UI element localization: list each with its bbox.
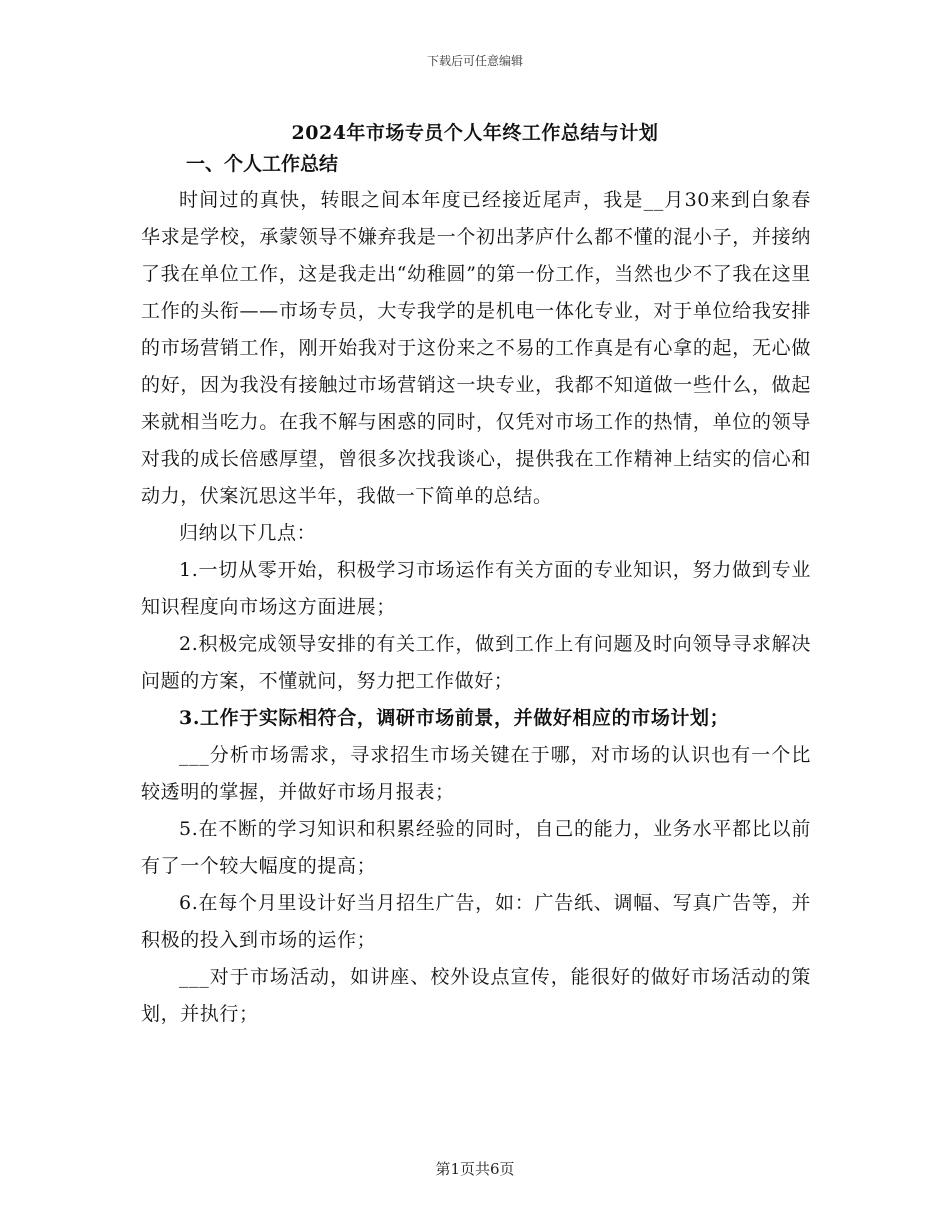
document-body <box>141 146 811 1033</box>
document-title: 2024年市场专员个人年终工作总结与计划 <box>291 122 659 144</box>
header-note: 下载后可任意编辑 <box>426 54 523 68</box>
list-item-1: 1.一切从零开始，积极学习市场运作有关方面的专业知识，努力做到专业知识程度向市场这方面进展； <box>141 559 811 618</box>
list-item-6: 6.在每个月里设计好当月招生广告，如：广告纸、调幅、写真广告等，并积极的投入到市场的运作； <box>141 892 811 951</box>
list-item-5: 5.在不断的学习知识和积累经验的同时，自己的能力，业务水平都比以前有了一个较大幅度的提高； <box>141 818 811 877</box>
paragraph-summary-lead: 归纳以下几点： <box>179 522 317 544</box>
page-number: 第1页共6页 <box>435 1160 515 1178</box>
list-item-2: 2.积极完成领导安排的有关工作，做到工作上有问题及时向领导寻求解决问题的方案，不懂就问，努力把工作做好； <box>141 633 811 692</box>
list-item-4: ___分析市场需求，寻求招生市场关键在于哪，对市场的认识也有一个比较透明的掌握，并做好市场月报表； <box>141 744 811 803</box>
paragraph-intro: 时间过的真快，转眼之间本年度已经接近尾声，我是__月30来到白象春华求是学校，承蒙领导不嫌弃我是一个初出茅庐什么都不懂的混小子，并接纳了我在单位工作，这是我走出“幼稚圆”的第一份工作，当然也少不了我在这里工作的头衔——市场专员，大专我学的是机电一体化专业，对于单位给我安排的市场营销工作，刚开始我对于这份来之不易的工作真是有心拿的起，无心做的好，因为我没有接触过市场营销这一块专业，我都不知道做一些什么，做起来就相当吃力。在我不解与困惑的同时，仅凭对市场工作的热情，单位的领导对我的成长倍感厚望，曾很多次找我谈心，提供我在工作精神上结实的信心和动力，伏案沉思这半年，我做一下简单的总结。 <box>141 189 811 507</box>
list-item-3: 3.工作于实际相符合，调研市场前景，并做好相应的市场计划； <box>179 707 730 729</box>
list-item-7: ___对于市场活动，如讲座、校外设点宣传，能很好的做好市场活动的策划，并执行； <box>141 966 811 1025</box>
section-heading: 一、个人工作总结 <box>186 153 339 175</box>
